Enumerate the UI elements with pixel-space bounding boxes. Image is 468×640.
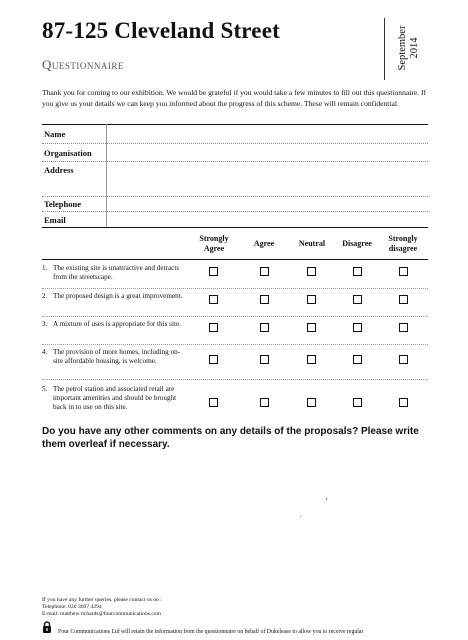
question-row — [42, 348, 428, 380]
question-row — [42, 320, 428, 345]
checkbox-strongly-agree[interactable] — [209, 398, 218, 407]
checkbox-strongly-agree[interactable] — [209, 323, 218, 332]
footer-email[interactable]: E-mail: matthew.richards@fourcommunications.com — [42, 611, 161, 618]
question-label: A mixture of uses is appropriate for this site. — [53, 320, 181, 328]
question-number: 2. — [42, 292, 48, 300]
question-text — [42, 348, 192, 366]
date-year: 2014 — [409, 37, 420, 59]
footer-queries: If you have any further queries, please contact us on : — [42, 597, 162, 603]
telephone-field[interactable] — [42, 197, 428, 212]
page-subtitle: Questionnaire — [42, 57, 124, 72]
question-row — [42, 292, 428, 317]
question-label: The existing site is unattractive and detracts from the streetscape. — [53, 264, 180, 281]
question-text — [42, 385, 192, 412]
date-box — [384, 18, 429, 80]
checkbox-neutral[interactable] — [307, 323, 316, 332]
footer-disclaimer: Four Communications Ltd will retain the information from the questionnaire on behalf of Dukelease to allow you to receive regular — [58, 629, 364, 635]
checkbox-strongly-agree[interactable] — [209, 267, 218, 276]
scale-strongly-disagree: Strongly disagree — [388, 234, 418, 253]
checkbox-agree[interactable] — [260, 295, 269, 304]
question-row — [42, 385, 428, 421]
checkbox-disagree[interactable] — [353, 398, 362, 407]
checkbox-disagree[interactable] — [353, 323, 362, 332]
footer-telephone: Telephone: 020 3697 4294 — [42, 604, 102, 611]
name-label: Name — [44, 129, 66, 139]
checkbox-neutral[interactable] — [307, 295, 316, 304]
checkbox-disagree[interactable] — [353, 295, 362, 304]
page-title: 87-125 Cleveland Street — [42, 18, 280, 43]
checkbox-strongly-agree[interactable] — [209, 355, 218, 364]
checkbox-agree[interactable] — [260, 355, 269, 364]
question-text — [42, 264, 192, 282]
scale-disagree: Disagree — [342, 239, 372, 248]
checkbox-strongly-disagree[interactable] — [399, 355, 408, 364]
checkbox-neutral[interactable] — [307, 398, 316, 407]
question-number: 1. — [42, 264, 48, 272]
question-number: 3. — [42, 320, 48, 328]
question-row — [42, 264, 428, 289]
organisation-label: Organisation — [44, 148, 92, 158]
email-label: Email — [44, 215, 66, 225]
scale-strongly-agree: Strongly Agree — [199, 234, 229, 253]
footer-contact — [42, 597, 162, 619]
address-label: Address — [44, 165, 74, 175]
scale-agree: Agree — [253, 239, 275, 248]
question-text — [42, 292, 192, 301]
name-field[interactable] — [42, 125, 428, 144]
question-text — [42, 320, 192, 329]
checkbox-disagree[interactable] — [353, 355, 362, 364]
comments-prompt: Do you have any other comments on any details of the proposals? Please write them overleaf if necessary. — [42, 426, 419, 450]
section-divider — [42, 259, 428, 260]
question-label: The proposed design is a great improvement. — [53, 292, 183, 300]
checkbox-agree[interactable] — [260, 267, 269, 276]
checkbox-strongly-agree[interactable] — [209, 295, 218, 304]
email-field[interactable] — [42, 212, 428, 226]
organisation-field[interactable] — [42, 144, 428, 162]
checkbox-disagree[interactable] — [353, 267, 362, 276]
checkbox-neutral[interactable] — [307, 355, 316, 364]
checkbox-strongly-disagree[interactable] — [399, 323, 408, 332]
checkbox-neutral[interactable] — [307, 267, 316, 276]
scan-speck — [326, 498, 327, 500]
section-divider — [42, 227, 428, 228]
checkbox-agree[interactable] — [260, 323, 269, 332]
date-label — [397, 18, 421, 78]
scan-speck — [300, 516, 301, 517]
checkbox-agree[interactable] — [260, 398, 269, 407]
checkbox-strongly-disagree[interactable] — [399, 267, 408, 276]
address-field[interactable] — [42, 162, 428, 197]
question-number: 5. — [42, 385, 48, 393]
checkbox-strongly-disagree[interactable] — [399, 295, 408, 304]
date-month: September — [397, 25, 408, 71]
telephone-label: Telephone — [44, 199, 82, 209]
question-label: The provision of more homes, including on-site affordable housing, is welcome. — [53, 348, 181, 365]
scale-neutral: Neutral — [298, 239, 326, 248]
question-number: 4. — [42, 348, 48, 356]
intro-text: Thank you for coming to our exhibition. We would be grateful if you would take a few minutes to fill out this questionnaire. If you give us your details we can keep you informed about the progress of this scheme. These will remain confidential. — [42, 88, 427, 108]
lock-icon — [42, 621, 52, 633]
checkbox-strongly-disagree[interactable] — [399, 398, 408, 407]
question-label: The petrol station and associated retail are important amenities and should be brought back in to use on this site. — [53, 385, 177, 411]
